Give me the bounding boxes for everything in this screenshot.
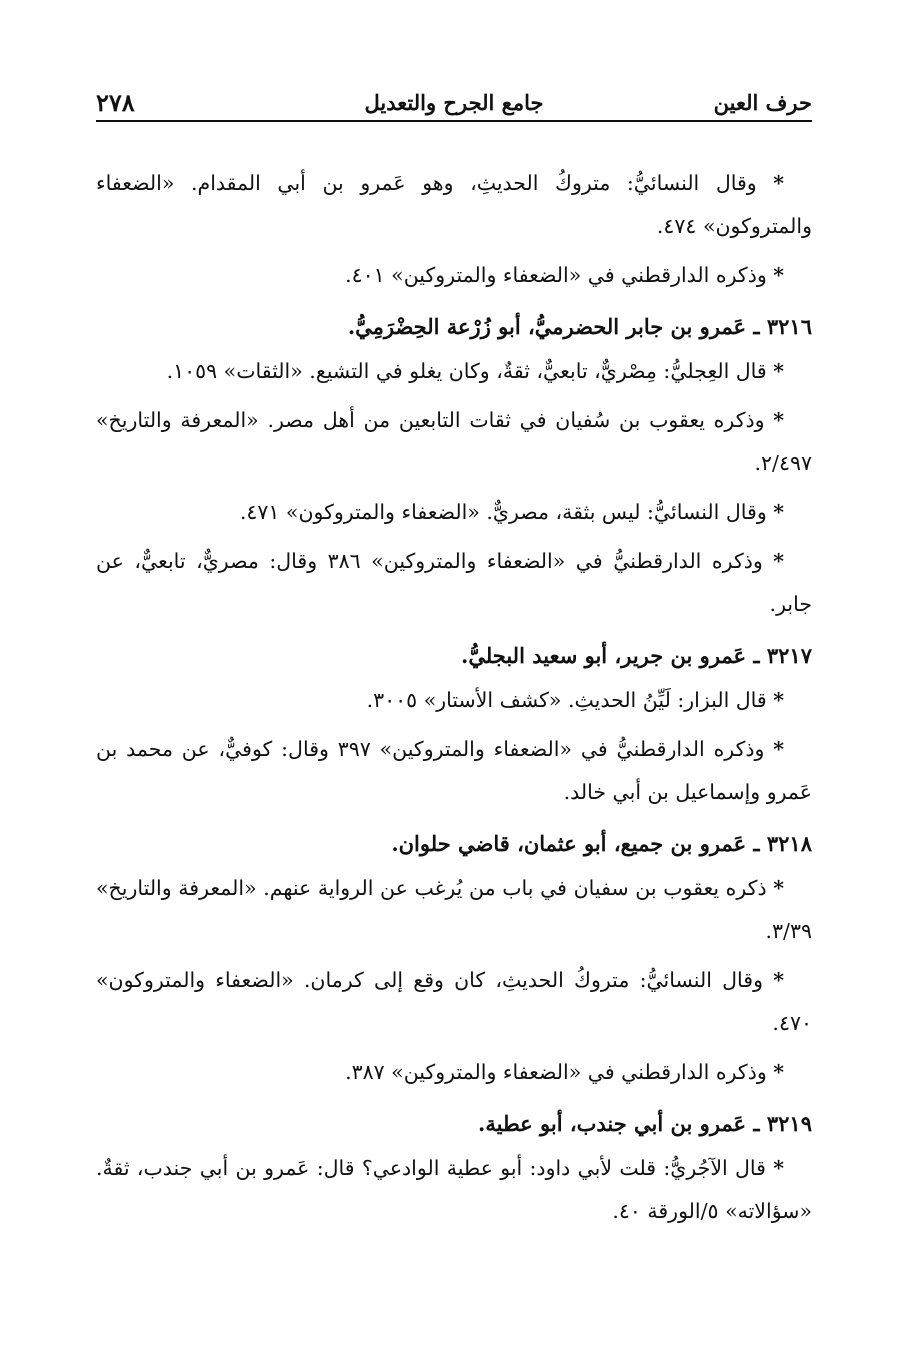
asterisk-marker: * xyxy=(773,359,784,383)
page-number: ٢٧٨ xyxy=(96,88,135,117)
entry-name: عَمرو بن جميع، أبو عثمان، قاضي حلوان. xyxy=(391,831,747,856)
asterisk-marker: * xyxy=(773,876,784,900)
biography-entry-heading xyxy=(96,1102,812,1145)
asterisk-marker: * xyxy=(773,688,784,712)
citation-paragraph xyxy=(96,350,812,393)
entry-number: ٣٢١٦ xyxy=(766,314,812,339)
page-body xyxy=(96,162,812,1233)
book-title: جامع الجرح والتعديل xyxy=(364,90,544,115)
citation-paragraph xyxy=(96,399,812,485)
paragraph-text: قال العِجليُّ: مِصْريٌّ، تابعيٌّ، ثقةٌ، وكان يغلو في التشيع. «الثقات» ١٠٥٩. xyxy=(166,359,767,383)
page-header xyxy=(96,72,812,122)
paragraph-text: قال الآجُريُّ: قلت لأبي داود: أبو عطية الوادعي؟ قال: عَمرو بن أبي جندب، ثقةٌ. «سؤالاته» ٥/الورقة ٤٠. xyxy=(96,1156,812,1223)
entry-number: ٣٢١٨ xyxy=(766,831,812,856)
paragraph-text: وذكره الدارقطنيُّ في «الضعفاء والمتروكين» ٣٩٧ وقال: كوفيٌّ، عن محمد بن عَمرو وإسماعيل بن أبي خالد. xyxy=(96,737,812,804)
asterisk-marker: * xyxy=(773,549,784,573)
entry-dash: ـ xyxy=(746,643,767,668)
entry-name: عَمرو بن جرير، أبو سعيد البجليُّ. xyxy=(461,643,747,668)
entry-dash: ـ xyxy=(746,831,767,856)
citation-paragraph xyxy=(96,728,812,814)
paragraph-text: وقال النسائيُّ: متروكُ الحديثِ، كان وقع إلى كرمان. «الضعفاء والمتروكون» ٤٧٠. xyxy=(96,968,812,1035)
citation-paragraph xyxy=(96,867,812,953)
entry-name: عَمرو بن جابر الحضرميُّ، أبو زُرْعة الحِضْرَمِيُّ. xyxy=(347,314,747,339)
paragraph-text: وذكره الدارقطني في «الضعفاء والمتروكين» ٤٠١. xyxy=(345,263,767,287)
citation-paragraph xyxy=(96,162,812,248)
citation-paragraph xyxy=(96,1147,812,1233)
paragraph-text: وذكره الدارقطنيُّ في «الضعفاء والمتروكين» ٣٨٦ وقال: مصريٌّ، تابعيٌّ، عن جابر. xyxy=(96,549,812,616)
paragraph-text: وقال النسائيُّ: متروكُ الحديثِ، وهو عَمرو بن أبي المقدام. «الضعفاء والمتروكون» ٤٧٤. xyxy=(96,171,812,238)
asterisk-marker: * xyxy=(773,263,784,287)
section-title: حرف العين xyxy=(713,90,812,115)
entry-number: ٣٢١٧ xyxy=(766,643,812,668)
asterisk-marker: * xyxy=(773,1156,784,1180)
paragraph-text: وقال النسائيُّ: ليس بثقة، مصريٌّ. «الضعفاء والمتروكون» ٤٧١. xyxy=(239,500,767,524)
asterisk-marker: * xyxy=(773,500,784,524)
citation-paragraph xyxy=(96,679,812,722)
citation-paragraph xyxy=(96,540,812,626)
asterisk-marker: * xyxy=(773,1060,784,1084)
citation-paragraph xyxy=(96,491,812,534)
asterisk-marker: * xyxy=(773,408,784,432)
paragraph-text: ذكره يعقوب بن سفيان في باب من يُرغب عن الرواية عنهم. «المعرفة والتاريخ» ٣/٣٩. xyxy=(96,876,812,943)
paragraph-text: وذكره الدارقطني في «الضعفاء والمتروكين» ٣٨٧. xyxy=(345,1060,767,1084)
biography-entry-heading xyxy=(96,634,812,677)
asterisk-marker: * xyxy=(773,171,784,195)
biography-entry-heading xyxy=(96,822,812,865)
citation-paragraph xyxy=(96,959,812,1045)
entry-number: ٣٢١٩ xyxy=(766,1111,812,1136)
biography-entry-heading xyxy=(96,305,812,348)
paragraph-text: وذكره يعقوب بن سُفيان في ثقات التابعين من أهل مصر. «المعرفة والتاريخ» ٢/٤٩٧. xyxy=(96,408,812,475)
citation-paragraph xyxy=(96,254,812,297)
entry-name: عَمرو بن أبي جندب، أبو عطية. xyxy=(478,1111,747,1136)
paragraph-text: قال البزار: لَيِّنُ الحديثِ. «كشف الأستار» ٣٠٠٥. xyxy=(366,688,767,712)
entry-dash: ـ xyxy=(746,1111,767,1136)
asterisk-marker: * xyxy=(773,737,784,761)
citation-paragraph xyxy=(96,1051,812,1094)
entry-dash: ـ xyxy=(746,314,767,339)
asterisk-marker: * xyxy=(773,968,784,992)
page xyxy=(96,72,812,1239)
